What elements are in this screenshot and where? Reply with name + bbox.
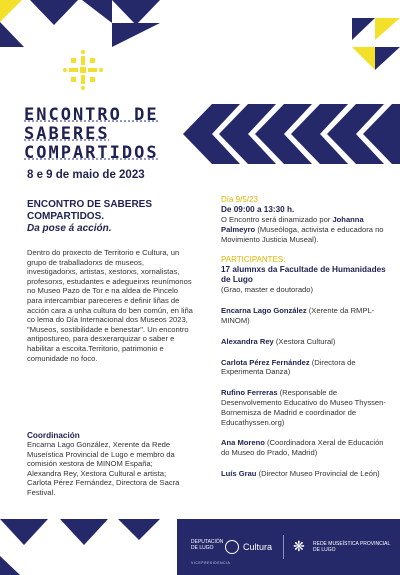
deco-triangle-yellow-3 bbox=[352, 47, 375, 70]
event-date: 8 e 9 de maio de 2023 bbox=[27, 169, 145, 181]
event-title bbox=[24, 106, 184, 163]
deco-triangle-6 bbox=[352, 18, 375, 40]
participant-desc: (Directora de Experimenta Danza) bbox=[221, 357, 356, 377]
alumnxs-label: 17 alumnxs da Facultade de Humanidades de Lugo bbox=[221, 265, 386, 285]
day-label: Día 9/5/23 bbox=[221, 195, 258, 204]
participant-desc: (Director Museo Provincial de León) bbox=[256, 468, 380, 478]
vicepresidencia-label: VICEPRESIDENCIA bbox=[191, 561, 231, 565]
title-line-2: SABERES bbox=[24, 124, 110, 144]
rede-logo-text: REDE MUSEÍSTICA PROVINCIAL DE LUGO bbox=[313, 541, 391, 553]
participant-desc: (Responsable de Desenvolvemento Educativo do Museo Thyssen-Bornemisza de Madrid e coordinador de Educathyssen.org) bbox=[221, 388, 386, 427]
participant-name: Carlota Pérez Fernández bbox=[221, 357, 310, 367]
dinamizado-prefix: O Encontro será dinamizado por bbox=[221, 215, 333, 224]
deco-triangle-1 bbox=[30, 0, 78, 25]
participant-item bbox=[221, 358, 386, 378]
title-line-1: ENCONTRO DE bbox=[24, 105, 159, 125]
deco-flower bbox=[63, 50, 103, 90]
coordination-block bbox=[27, 431, 195, 498]
footer-divider bbox=[283, 535, 284, 559]
participant-name: Alexandra Rey bbox=[221, 336, 274, 346]
deco-triangle-5 bbox=[0, 22, 24, 47]
section-subheading: Da pose á acción. bbox=[27, 223, 112, 234]
deputacion-logo-icon bbox=[225, 540, 239, 554]
rede-logo-icon: ❋ bbox=[293, 538, 305, 554]
cultura-label: Cultura bbox=[243, 542, 273, 552]
left-column bbox=[27, 199, 195, 363]
time-label: De 09:00 a 13:30 h. bbox=[221, 205, 295, 214]
participant-name: Ana Moreno bbox=[221, 438, 265, 448]
deco-triangle-3 bbox=[112, 0, 160, 25]
participant-name: Encarna Lago González bbox=[221, 306, 307, 316]
coordination-text: Encarna Lago González, Xerente da Rede Museística Provincial de Lugo e membro da comisión xestora de MINOM España; Alexandra Rey, Xestora Cultural e artista; Carlota Pérez Fernández, Directora de Sacra Festival. bbox=[27, 440, 180, 497]
deco-triangle-4 bbox=[112, 23, 160, 47]
deco-triangle-11 bbox=[0, 556, 20, 575]
participant-item bbox=[221, 438, 386, 458]
participant-item bbox=[221, 337, 386, 347]
title-line-3: COMPARTIDOS bbox=[24, 143, 159, 163]
intro-paragraph: Dentro do proxecto de Territorio e Cultura, un grupo de traballadorxs de museos, investigadorxs, artistas, xestorxs, xornalistas, profesorxs, estudantes e adegueirxs reunímonos no Museo Pazo de Tor e na aldea de Pincelo para intercambiar pareceres e definir liñas de acción cara a unha cultura do ben común, en liña co lema do Día Internacional dos Museos 2023, "Museos, sostibilidade e benestar". Un encontro antipostureo, para desxerarquizar o saber e habilitar a escoita.Territorio, patrimonio e comunidade no foco. bbox=[27, 248, 193, 363]
deco-chevrons bbox=[183, 104, 400, 164]
participant-desc: (Coordinadora Xeral de Educación do Museo do Prado, Madrid) bbox=[221, 438, 384, 458]
section-heading: ENCONTRO DE SABERES COMPARTIDOS. bbox=[27, 199, 153, 222]
participant-desc: (Xerente da RMPL-MINOM) bbox=[221, 306, 375, 325]
deco-triangle-2 bbox=[82, 0, 112, 23]
dinamizado-name: Johanna Palmeyro bbox=[221, 215, 364, 234]
participantes-label: PARTICIPANTES: bbox=[221, 255, 286, 265]
deco-triangle-8 bbox=[0, 519, 48, 545]
deco-triangle-yellow-1 bbox=[0, 0, 22, 22]
participant-name: Rufino Ferreras bbox=[221, 388, 278, 398]
deco-triangle-10 bbox=[118, 519, 160, 540]
alumnxs-note: (Grao, master e doutorado) bbox=[221, 285, 314, 295]
dinamizado-text bbox=[221, 215, 386, 244]
deco-triangle-7 bbox=[375, 47, 400, 70]
right-column bbox=[221, 195, 386, 479]
participant-item bbox=[221, 388, 386, 427]
participant-item bbox=[221, 306, 386, 326]
deputacion-logo-text: DEPUTACIÓN DE LUGO bbox=[191, 539, 224, 551]
deco-triangle-yellow-2 bbox=[375, 18, 400, 40]
participant-item bbox=[221, 469, 386, 479]
coordination-title: Coordinación bbox=[27, 431, 80, 440]
participant-name: Luís Grau bbox=[221, 468, 257, 478]
dinamizado-suffix: (Museóloga, activista e educadora no Movimiento Justicia Museal). bbox=[221, 224, 384, 244]
footer-bar bbox=[177, 519, 400, 575]
participant-desc: (Xestora Cultural) bbox=[273, 336, 336, 346]
deco-triangle-9 bbox=[60, 519, 108, 545]
